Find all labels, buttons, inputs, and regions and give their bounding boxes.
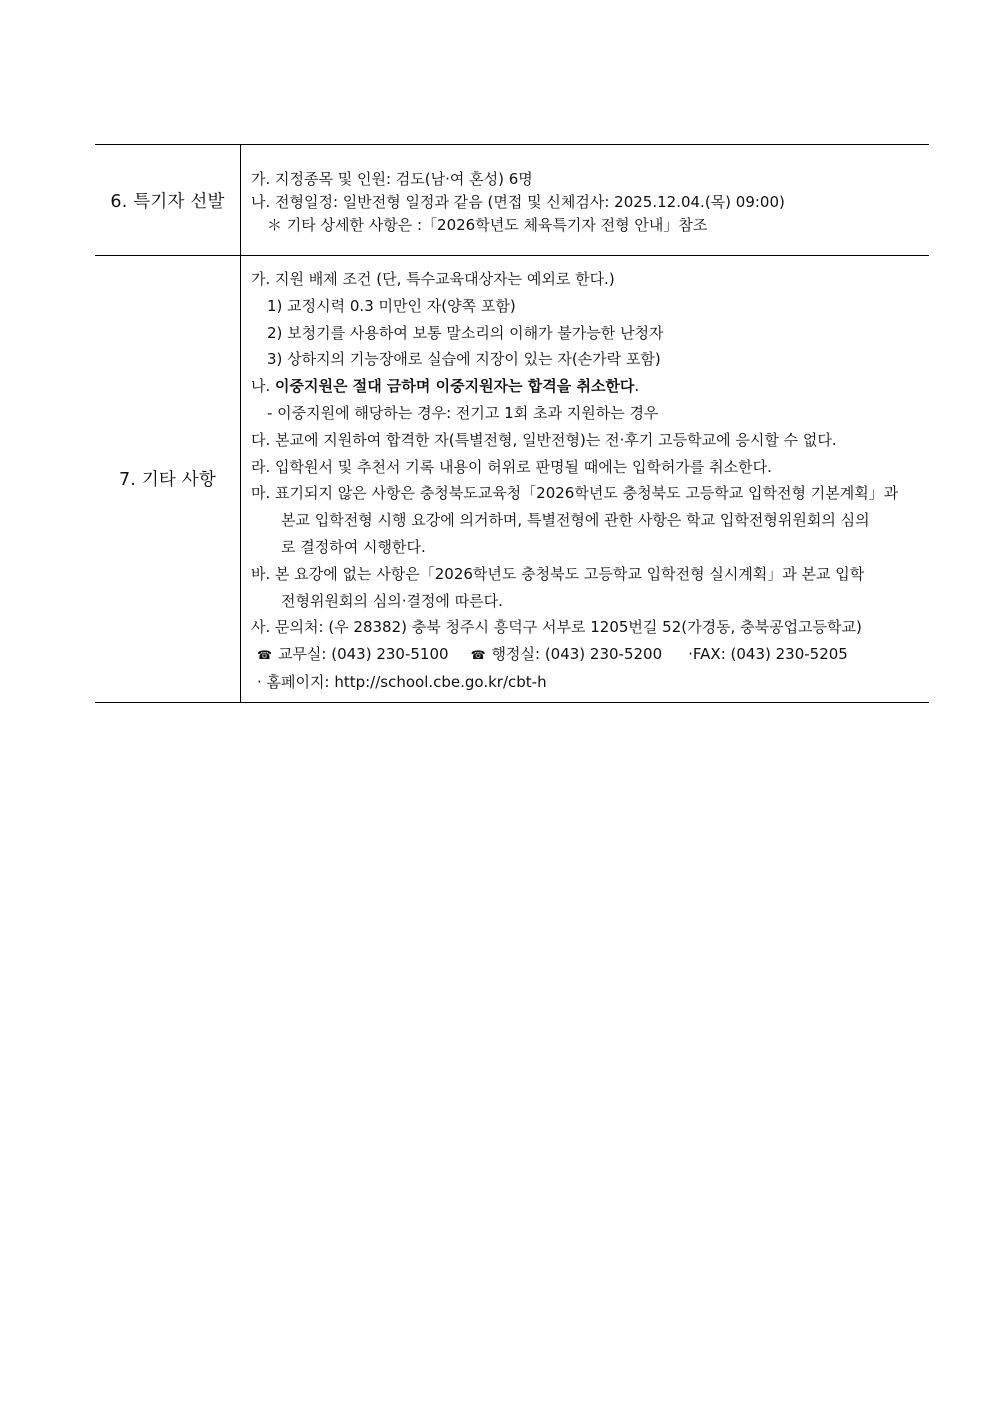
fax-number: ·FAX: (043) 230-5205: [688, 645, 848, 664]
talent-line-note: ＊ 기타 상세한 사항은 :「2026학년도 체육특기자 전형 안내」참조: [267, 215, 708, 234]
admin-office-phone: 행정실: (043) 230-5200: [491, 645, 663, 664]
other-line-ma-3: 로 결정하여 시행한다.: [281, 537, 426, 556]
other-line-da: 다. 본교에 지원하여 합격한 자(특별전형, 일반전형)는 전·후기 고등학교에 응시할 수 없다.: [251, 430, 837, 449]
other-ga-item-3: 3) 상하지의 기능장애로 실습에 지장이 있는 자(손가락 포함): [267, 350, 661, 369]
row-body-special-talent: [241, 145, 930, 256]
other-line-ma-1: 마. 표기되지 않은 사항은 충청북도교육청「2026학년도 충청북도 고등학교 입학전형 기본계획」과: [251, 484, 899, 503]
row-body-other-matters: [241, 256, 930, 703]
talent-line-na: 나. 전형일정: 일반전형 일정과 같음 (면접 및 신체검사: 2025.12.04.(목) 09:00): [251, 192, 785, 211]
admission-info-table: [95, 144, 929, 703]
row-heading-other-matters: 7. 기타 사항: [95, 256, 241, 703]
homepage-line: · 홈페이지: http://school.cbe.go.kr/cbt-h: [257, 672, 547, 691]
na-suffix: .: [634, 377, 640, 396]
other-line-ba-2: 전형위원회의 심의·결정에 따른다.: [281, 591, 503, 610]
other-line-na: [251, 373, 921, 400]
other-ga-item-2: 2) 보청기를 사용하여 보통 말소리의 이해가 불가능한 난청자: [267, 323, 664, 342]
table-row-special-talent: [95, 145, 929, 256]
other-line-ba-1: 바. 본 요강에 없는 사항은「2026학년도 충청북도 고등학교 입학전형 실시계획」과 본교 입학: [251, 564, 865, 583]
other-line-ra: 라. 입학원서 및 추천서 기록 내용이 허위로 판명될 때에는 입학허가를 취소한다.: [251, 457, 772, 476]
talent-line-ga: 가. 지정종목 및 인원: 검도(남·여 혼성) 6명: [251, 169, 533, 188]
phone-icon: ☎: [257, 648, 272, 663]
academic-office-phone: 교무실: (043) 230-5100: [277, 645, 449, 664]
na-bold-text: 이중지원은 절대 금하며 이중지원자는 합격을 취소한다: [275, 377, 635, 396]
other-ga-item-1: 1) 교정시력 0.3 미만인 자(양쪽 포함): [267, 296, 516, 315]
na-prefix: 나.: [251, 377, 276, 396]
other-line-ga: 가. 지원 배제 조건 (단, 특수교육대상자는 예외로 한다.): [251, 270, 615, 288]
other-line-sa: 사. 문의처: (우 28382) 충북 청주시 흥덕구 서부로 1205번길 52(가경동, 충북공업고등학교): [251, 618, 862, 637]
other-line-ma-2: 본교 입학전형 시행 요강에 의거하며, 특별전형에 관한 사항은 학교 입학전형위원회의 심의: [281, 511, 870, 530]
table-row-other-matters: [95, 256, 929, 703]
phone-icon: ☎: [470, 648, 486, 663]
contact-phones: [251, 641, 921, 669]
row-heading-special-talent: 6. 특기자 선발: [95, 145, 241, 256]
other-na-sub: - 이중지원에 해당하는 경우: 전기고 1회 초과 지원하는 경우: [267, 403, 659, 422]
